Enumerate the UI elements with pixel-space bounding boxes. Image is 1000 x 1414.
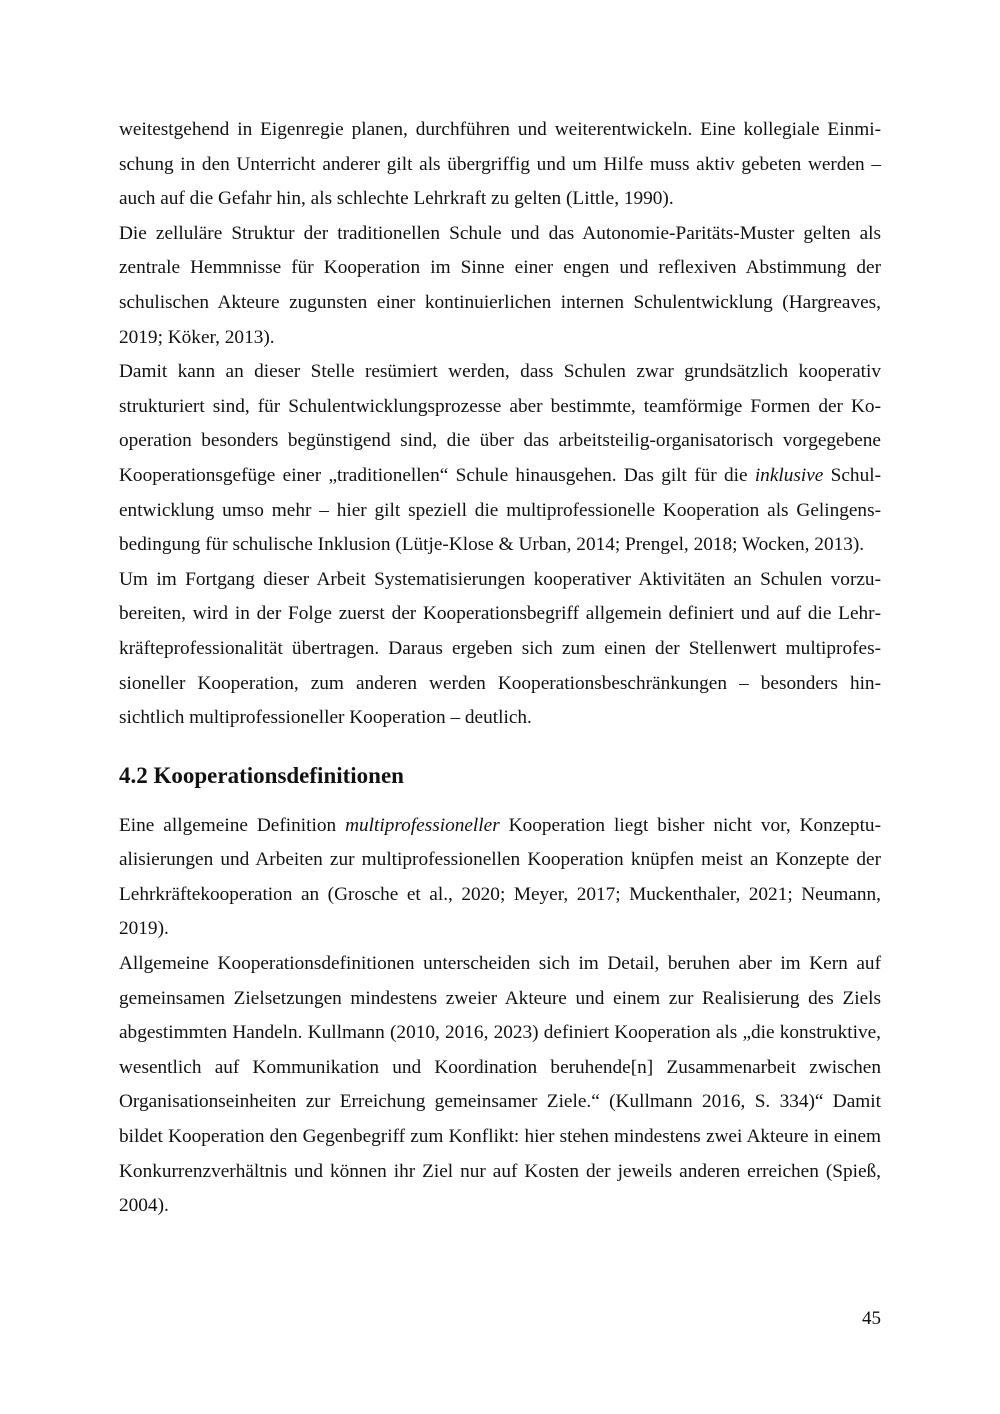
- page-number: 45: [862, 1308, 881, 1329]
- paragraph-p2: [119, 217, 881, 355]
- body-text: [119, 113, 881, 1224]
- paragraph-group-bottom: [119, 809, 881, 1224]
- paragraph-p4: [119, 563, 881, 736]
- paragraph-p3: [119, 355, 881, 563]
- text-run: Kooperation liegt bisher nicht vor, Konzeptualisierungen und Arbeiten zur multiprofessionellen Kooperation knüpfen meist an Konzepte der Lehrkräftekooperation an (Grosche et al., 2020; Meyer, 2017; Muckenthaler, 2021; Neumann, 2019).: [119, 814, 881, 940]
- text-run: Um im Fortgang dieser Arbeit Systematisierungen kooperativer Aktivitäten an Schulen vorzubereiten, wird in der Folge zuerst der Kooperationsbegriff allgemein definiert und auf die Lehrkräfteprofessionalität übertragen. Daraus ergeben sich zum einen der Stellenwert multiprofessioneller Kooperation, zum anderen werden Kooperationsbeschränkungen – besonders hinsichtlich multiprofessioneller Kooperation – deutlich.: [119, 568, 881, 729]
- text-run: Die zelluläre Struktur der traditionellen Schule und das Autonomie-Paritäts-Muster gelten als zentrale Hemmnisse für Kooperation im Sinne einer engen und reflexiven Abstimmung der schulischen Akteure zugunsten einer kontinuierlichen internen Schulentwicklung (Hargreaves, 2019; Köker, 2013).: [119, 222, 881, 348]
- text-run: Damit kann an dieser Stelle resümiert werden, dass Schulen zwar grundsätzlich kooperativ strukturiert sind, für Schulentwicklungsprozesse aber bestimmte, teamförmige Formen der Kooperation besonders begünstigend sind, die über das arbeitsteilig-organisatorisch vorgegebene Kooperationsgefüge einer „traditionellen“ Schule hinausgehen. Das gilt für die: [119, 361, 881, 486]
- paragraph-p6: [119, 947, 881, 1224]
- section-heading: 4.2 Kooperationsdefinitionen: [119, 762, 404, 788]
- text-run: weitestgehend in Eigenregie planen, durchführen und weiterentwickeln. Eine kollegiale Einmischung in den Unterricht anderer gilt als übergriffig und um Hilfe muss aktiv gebeten werden – auch auf die Gefahr hin, als schlechte Lehrkraft zu gelten (Little, 1990).: [119, 119, 881, 210]
- text-run: Schulentwicklung umso mehr – hier gilt speziell die multiprofessionelle Kooperation als Gelingensbedingung für schulische Inklusion (Lütje-Klose & Urban, 2014; Prengel, 2018; Wocken, 2013).: [119, 464, 881, 556]
- text-run: Eine allgemeine Definition: [119, 814, 346, 836]
- italic-text: inklusive: [754, 464, 824, 486]
- paragraph-group-top: [119, 113, 881, 736]
- italic-text: multiprofessioneller: [345, 814, 500, 836]
- text-run: Allgemeine Kooperationsdefinitionen unterscheiden sich im Detail, beruhen aber im Kern auf gemeinsamen Zielsetzungen mindestens zweier Akteure und einem zur Realisierung des Ziels abgestimmten Handeln. Kullmann (2010, 2016, 2023) definiert Kooperation als „die konstruktive, wesentlich auf Kommunikation und Koordination beruhende[n] Zusammenarbeit zwischen Organisationseinheiten zur Erreichung gemeinsamer Ziele.“ (Kullmann 2016, S. 334)“ Damit bildet Kooperation den Gegenbegriff zum Konflikt: hier stehen mindestens zwei Akteure in einem Konkurrenzverhältnis und können ihr Ziel nur auf Kosten der jeweils anderen erreichen (Spieß, 2004).: [119, 953, 881, 1217]
- paragraph-p1: [119, 113, 881, 217]
- paragraph-p5: [119, 809, 881, 947]
